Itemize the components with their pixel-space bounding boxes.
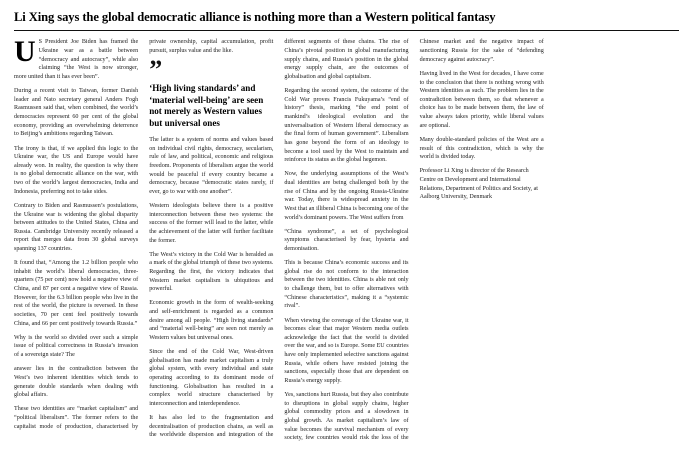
paragraph: Economic growth in the form of wealth-seeking and self-enrichment is regarded as a common desire among all people. “High living standards” and “material well-being” are seen not merely as Western values but universal ones. xyxy=(149,300,274,342)
paragraph: Having lived in the West for decades, I have come to the conclusion that there is nothing wrong with Western identities as such. The problem lies in the contradiction between them, so that whenever a choice has to be made between them, the law of value always takes priority, while liberal values are optional. xyxy=(419,70,544,129)
paragraph xyxy=(14,35,139,81)
paragraph: Western ideologists believe there is a positive interconnection between these two systems: the success of the former will lead to the latter, while the achievement of the latter will further facilitate the former. xyxy=(149,203,274,244)
paragraph: The West’s victory in the Cold War is heralded as a mark of the global triumph of these two systems. Regarding the first, the victory indicates that Western market capitalism is ubiquitous and powerful. xyxy=(149,251,274,293)
paragraph: It has also led to the fragmentation and decentralisation of production chains, as well as the worldwide dispersion and integration of the different segments of these chains. The rise of China’s pivotal position in global manufacturing supply chains, and Russia’s position in the global energy supply chain, are the outcomes of globalisation and global capitalism. xyxy=(149,39,409,439)
quote-mark-icon: ” xyxy=(149,55,161,85)
paragraph: Why is the world so divided over such a simple issue of political correctness in Russia’s invasion of a sovereign state? The xyxy=(14,334,139,359)
paragraph-text: S President Joe Biden has framed the Ukraine war as a battle between “democracy and autocracy”, while also claiming “the West is now stronger, more united than it has ever been”. xyxy=(14,39,139,81)
paragraph: Contrary to Biden and Rasmussen’s postulations, the Ukraine war is widening the global disparity between attitudes to the United States, China and Russia. Cambridge University recently released a report that merges data from 30 global surveys spanning 137 countries. xyxy=(14,202,139,253)
paragraph: These two identities are “market capitalism” and “political liberalism”. The former refers to the capitalist mode of production, characterised by private ownership, capital accumulation, profit pursuit, surplus value and the like. xyxy=(14,39,274,430)
paragraph: This is because China’s economic success and its global rise do not conform to the interaction between the two identities. China is able not only to challenge them, but to offer alternatives with “Chinese characteristics”, making it a “systemic rival”. xyxy=(284,260,409,310)
paragraph: Yes, sanctions hurt Russia, but they also contribute to disruptions in global supply chains, higher global commodity prices and a slowdown in global growth. As market capitalism’s law of value becomes the survival mechanism of every society, few countries would risk the loss of the Chinese market and the negative impact of sanctioning Russia for the sake of “defending democracy against autocracy”. xyxy=(284,39,544,442)
page-title: Li Xing says the global democratic alliance is nothing more than a Western political fantasy xyxy=(14,10,496,24)
paragraph: answer lies in the contradiction between the West’s two inherent identities which tends to generate double standards when dealing with global affairs. xyxy=(14,366,139,399)
paragraph: The latter is a system of norms and values based on individual civil rights, democracy, secularism, rule of law, and political, economic and religious freedom. Proponents of liberalism argue the world would be peaceful if every country became a democracy, because “democratic states rarely, if ever, go to war with one another”. xyxy=(149,137,274,195)
paragraph: Now, the underlying assumptions of the West’s dual identities are being challenged both by the rise of China and by the ongoing Russia-Ukraine war. Today, there is widespread anxiety in the West that an illiberal China is becoming one of the world’s dominant powers. The West suffers from xyxy=(284,171,409,221)
paragraph: Many double-standard policies of the West are a result of this contradiction, which is why the world is divided today. xyxy=(419,136,544,161)
paragraph: The irony is that, if we applied this logic to the Ukraine war, the US and Europe would have already won. In reality, the question is why there is no global democratic alliance on the war, with two of the world’s largest democracies, India and Indonesia, preferring not to take sides. xyxy=(14,145,139,195)
article-body xyxy=(14,35,679,446)
paragraph: It found that, “Among the 1.2 billion people who inhabit the world’s liberal democracies, three-quarters (75 per cent) now hold a negative view of China, and 87 per cent a negative view of Russia. However, for the 6.3 billion people who live in the rest of the world, the picture is reversed. In these societies, 70 per cent feel positively towards China, and 66 per cent positively towards Russia.” xyxy=(14,260,139,327)
paragraph: During a recent visit to Taiwan, former Danish leader and Nato secretary general Anders Fogh Rasmussen said that, when combined, the world’s democracies represent 60 per cent of the global economy, providing an overwhelming deterrence to Beijing’s ambitions regarding Taiwan. xyxy=(14,88,139,138)
paragraph: “China syndrome”, a set of psychological symptoms characterised by fear, hysteria and demonisation. xyxy=(284,228,409,253)
paragraph: Since the end of the Cold War, West-driven globalisation has made market capitalism a truly global system, with every individual and state operating according to its dominant mode of functioning. Globalisation has resulted in a complex world structure characterised by interconnection and interdependence. xyxy=(149,349,274,407)
paragraph: Regarding the second system, the outcome of the Cold War proves Francis Fukuyama’s “end of history” thesis, marking “the end point of mankind’s ideological evolution and the universalisation of Western liberal democracy as the final form of human government”. Liberalism has gone beyond the form of an ideology to become a tool used by the West to maintain and reinforce its status as the global hegemon. xyxy=(284,88,409,164)
paragraph: When viewing the coverage of the Ukraine war, it becomes clear that major Western media outlets acknowledge the fact that the world is divided over the war, and so is Europe. Some EU countries have only implemented selective sanctions against Russia, while others have resisted joining the sanctions, especially those that are dependent on Russia’s energy supply. xyxy=(284,317,409,385)
header-divider xyxy=(14,30,679,31)
pull-quote-text: ‘High living standards’ and ‘material well-being’ are seen not merely as Western values but universal ones xyxy=(149,83,264,128)
pull-quote xyxy=(149,55,273,129)
author-byline: Professor Li Xing is director of the Research Centre on Development and International Relations, Department of Politics and Society, at Aalborg University, Denmark xyxy=(419,168,538,201)
drop-cap: U xyxy=(14,35,36,69)
